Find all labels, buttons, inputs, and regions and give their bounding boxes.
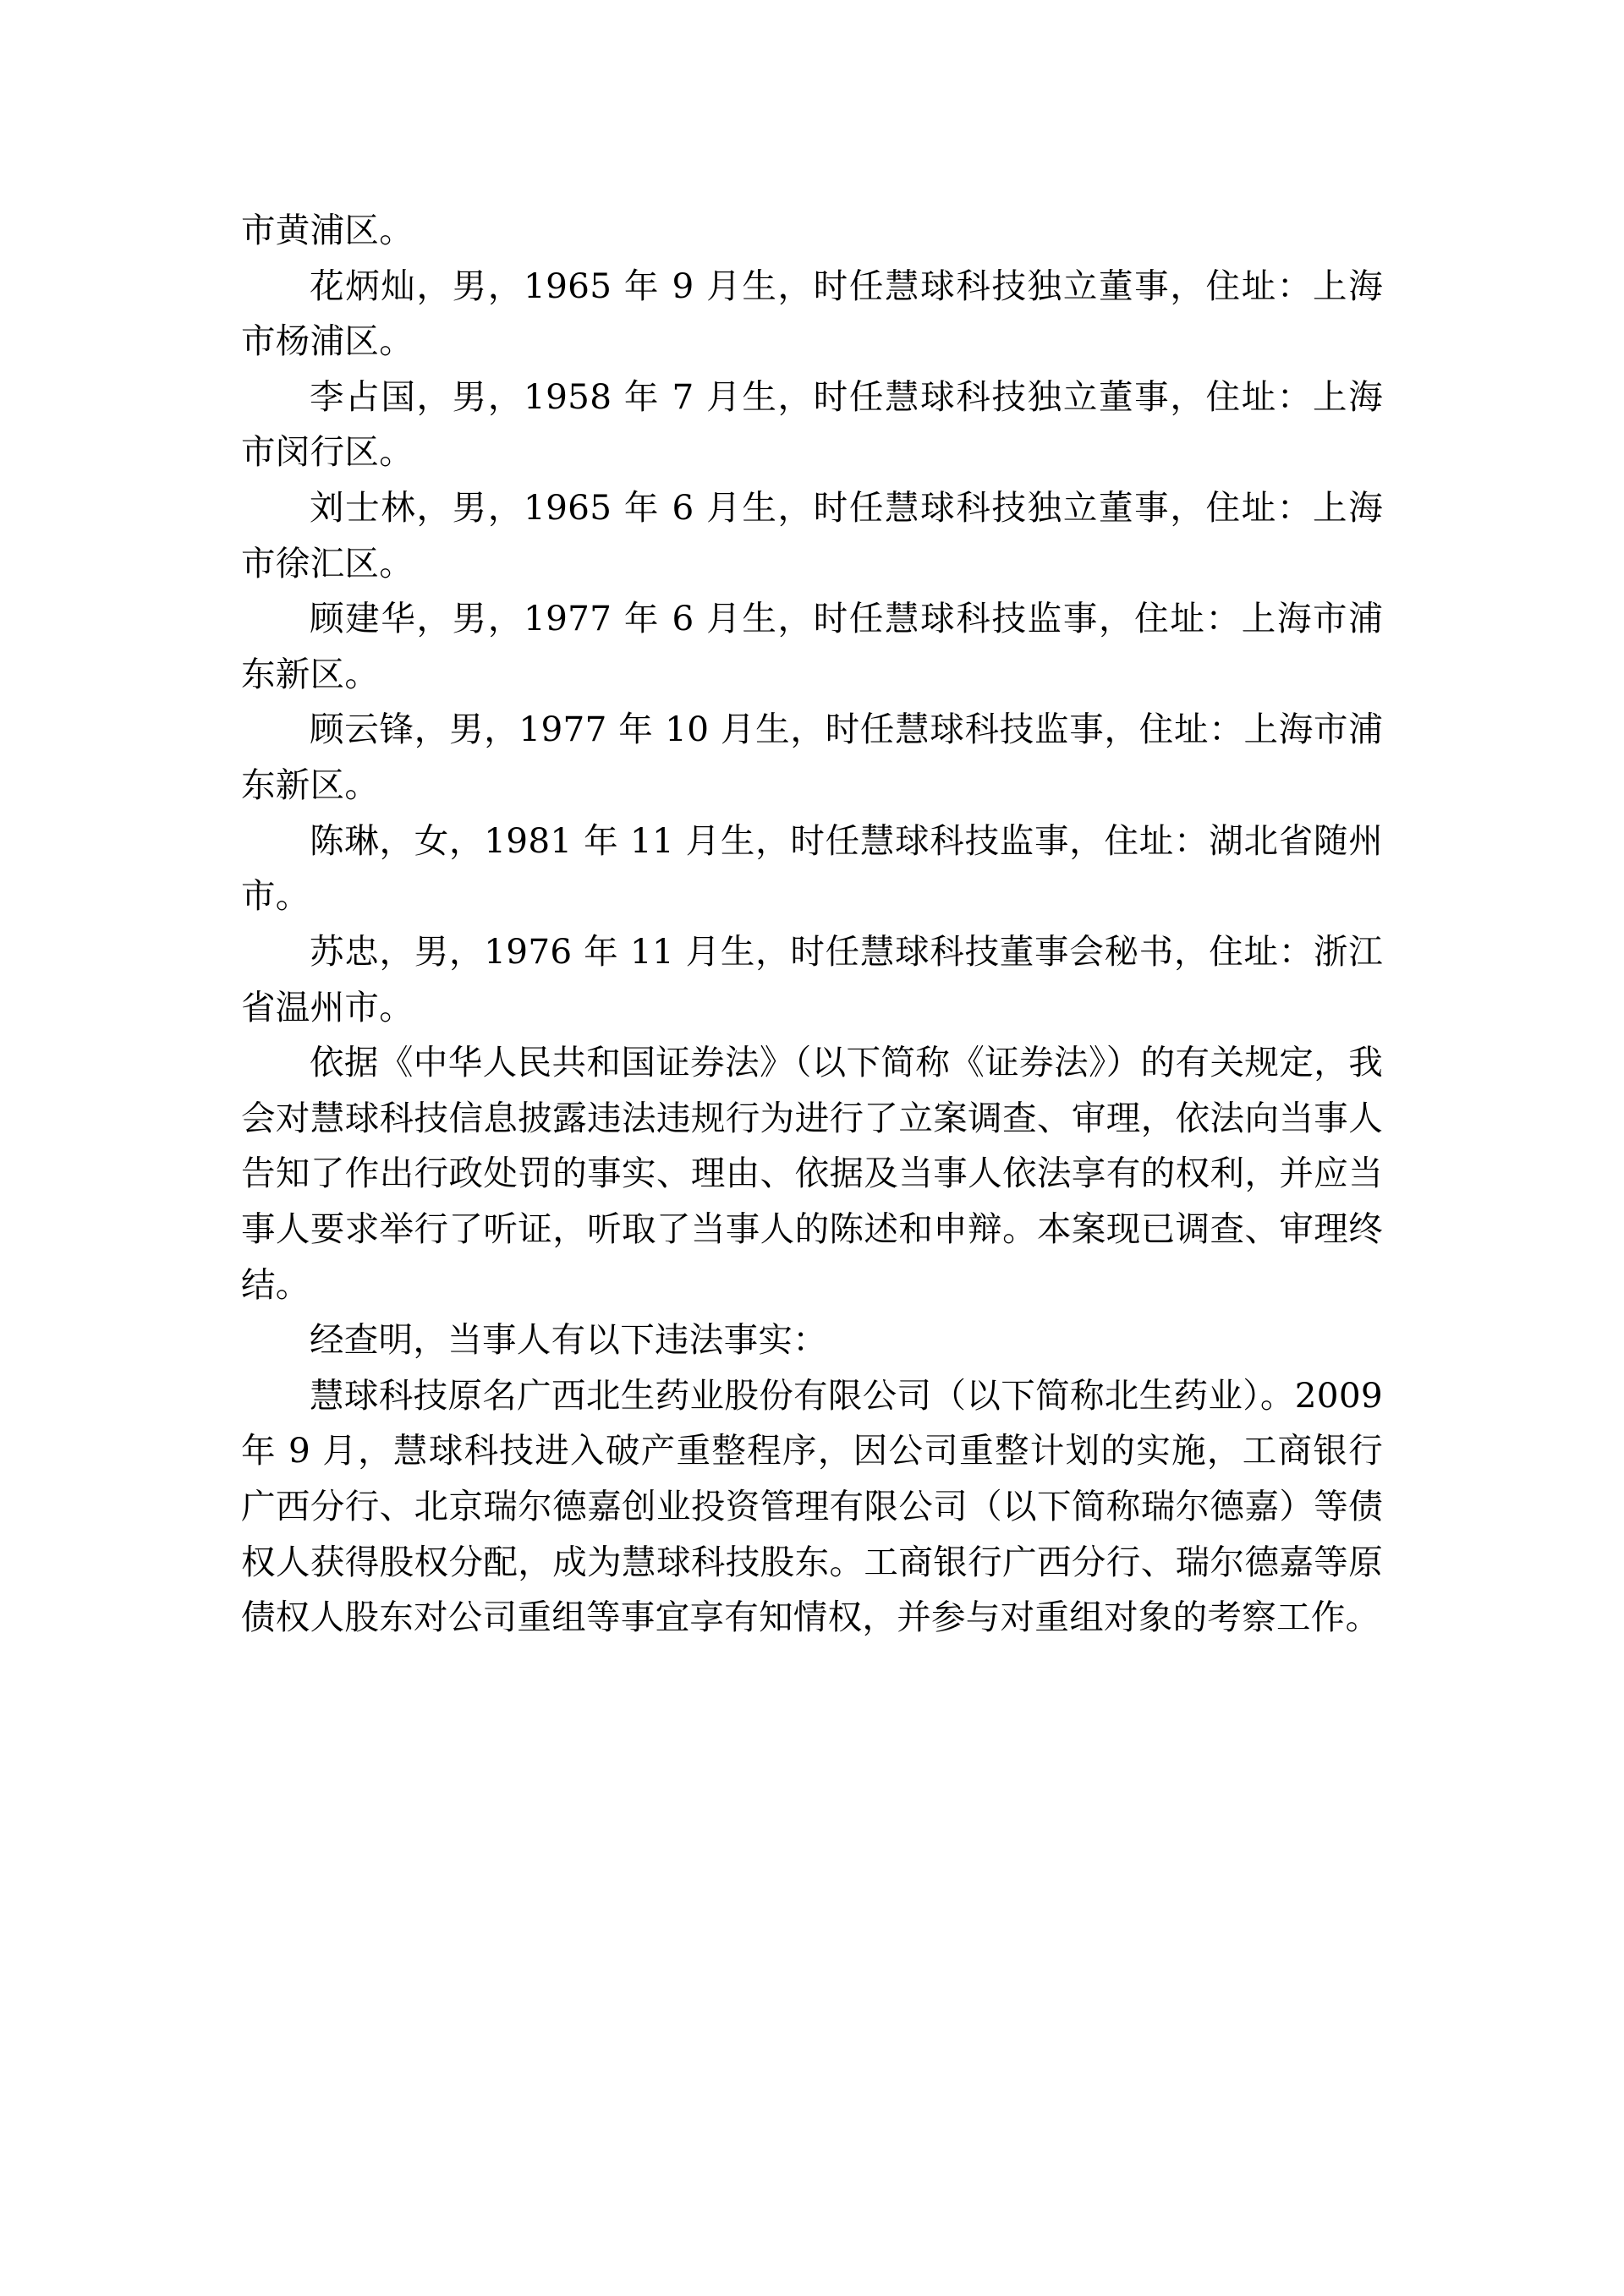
paragraph-shi-huangpu: 市黄浦区。 — [241, 210, 414, 250]
paragraph-legal-basis: 依据《中华人民共和国证券法》（以下简称《证券法》）的有关规定，我会对慧球科技信息披露违法违规行为进行了立案调查、审理，依法向当事人告知了作出行政处罚的事实、理由、依据及当事人依法享有的权利，并应当事人要求举行了听证，听取了当事人的陈述和申辩。本案现已调查、审理终结。 — [241, 1042, 1383, 1305]
paragraph-gu-yunfeng: 顾云锋，男，1977 年 10 月生，时任慧球科技监事，住址：上海市浦东新区。 — [241, 709, 1383, 806]
paragraph-liu-shilin: 刘士林，男，1965 年 6 月生，时任慧球科技独立董事，住址：上海市徐汇区。 — [241, 487, 1383, 584]
paragraph-li-zhanguo: 李占国，男，1958 年 7 月生，时任慧球科技独立董事，住址：上海市闵行区。 — [241, 375, 1383, 473]
paragraph-chen-lin: 陈琳，女，1981 年 11 月生，时任慧球科技监事，住址：湖北省随州市。 — [241, 819, 1383, 917]
paragraph-company-history: 慧球科技原名广西北生药业股份有限公司（以下简称北生药业）。2009 年 9 月，慧球科技进入破产重整程序，因公司重整计划的实施，工商银行广西分行、北京瑞尔德嘉创业投资管理有限公司（以下简称瑞尔德嘉）等债权人获得股权分配，成为慧球科技股东。工商银行广西分行、瑞尔德嘉等原债权人股东对公司重组等事宜享有知情权，并参与对重组对象的考察工作。 — [241, 1374, 1383, 1638]
document-body — [241, 203, 1383, 1646]
paragraph-hua-bingcan: 花炳灿，男，1965 年 9 月生，时任慧球科技独立董事，住址：上海市杨浦区。 — [241, 265, 1383, 362]
paragraph-gu-jianhua: 顾建华，男，1977 年 6 月生，时任慧球科技监事，住址：上海市浦东新区。 — [241, 598, 1383, 694]
paragraph-su-zhong: 苏忠，男，1976 年 11 月生，时任慧球科技董事会秘书，住址：浙江省温州市。 — [241, 930, 1383, 1027]
paragraph-findings-intro: 经查明，当事人有以下违法事实： — [310, 1319, 827, 1361]
